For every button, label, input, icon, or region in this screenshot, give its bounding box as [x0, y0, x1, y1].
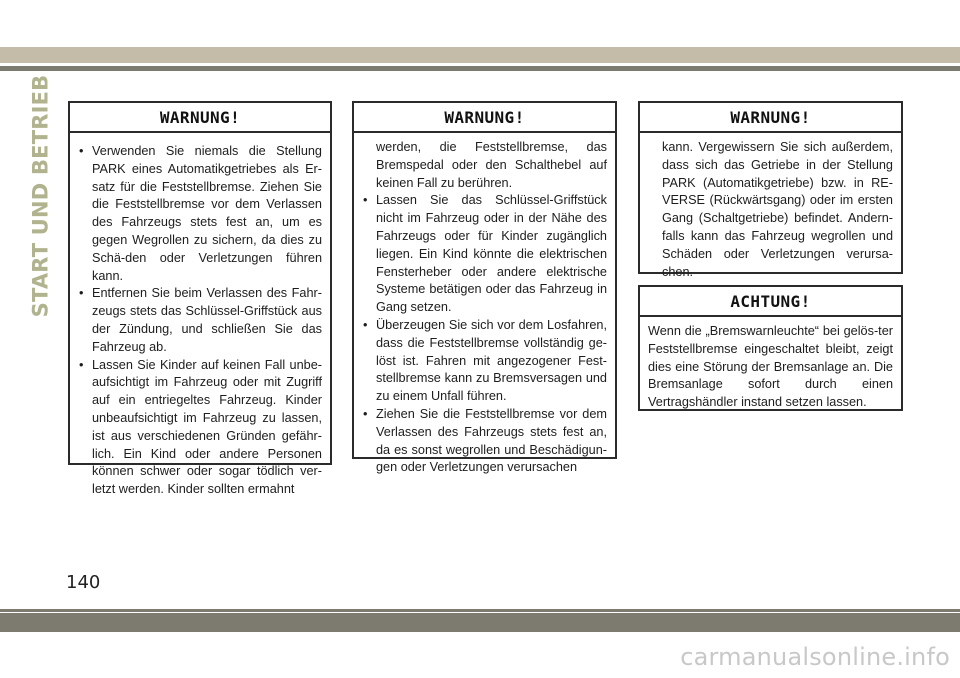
watermark: carmanualsonline.info	[680, 643, 950, 671]
warning-body-2	[354, 133, 615, 481]
footer-rule	[0, 609, 960, 612]
warning-body-1	[70, 133, 330, 503]
footer-band	[0, 613, 960, 632]
warning-box-1	[68, 101, 332, 497]
caution-text: Wenn die „Bremswarnleuchte“ bei gelös-ter Feststellbremse eingeschaltet bleibt, zeigt dies eine Störung der Bremsanlage an. Die Bremsanlage sofort durch einen Vertragshändler instand setzen lassen.	[648, 324, 893, 410]
list-item: • Überzeugen Sie sich vor dem Losfahren, dass die Feststellbremse vollständig ge-löst ist. Fahren mit angezogener Fest-stellbremse kann zu Bremsversagen und zu einem Unfall führen.	[362, 317, 607, 406]
warning-list-2	[362, 192, 607, 477]
section-title-text: START UND BETRIEB	[28, 74, 52, 318]
caution-box	[638, 285, 903, 411]
continuation-text: kann. Vergewissern Sie sich außerdem, dass sich das Getriebe in der Stellung PARK (Automatikgetriebe) bzw. in RE-VERSE (Rückwärtsgang) oder im ersten Gang (Schaltgetriebe) befindet. Andern-falls kann das Fahrzeug wegrollen und Schäden oder Verletzungen verursa-chen.	[662, 140, 893, 279]
list-item: • Lassen Sie das Schlüssel-Griffstück nicht im Fahrzeug oder in der Nähe des Fahrzeugs oder für Kinder zugänglich liegen. Ein Kind könnte die elektrischen Fensterheber oder andere elektrische Systeme betätigen oder das Fahrzeug in Gang setzen.	[362, 192, 607, 317]
list-item: • Entfernen Sie beim Verlassen des Fahr-zeugs stets das Schlüssel-Griffstück aus der Zündung, und schließen Sie das Fahrzeug ab.	[78, 285, 322, 356]
continuation-text: werden, die Feststellbremse, das Bremspedal oder den Schalthebel auf keinen Fall zu berühren.	[376, 140, 607, 190]
header-rule	[0, 66, 960, 71]
warning-heading-3: WARNUNG!	[640, 103, 901, 133]
list-item: • Ziehen Sie die Feststellbremse vor dem Verlassen des Fahrzeugs stets fest an, da es sonst wegrollen und Beschädigun-gen oder Verletzungen verursachen	[362, 406, 607, 477]
list-item: • Verwenden Sie niemals die Stellung PARK eines Automatikgetriebes als Er-satz für die Feststellbremse. Ziehen Sie die Feststellbremse vor dem Verlassen des Fahrzeugs stets fest an, um es gegen Wegrollen zu sichern, da dies zu Schä-den oder Verletzungen führen kann.	[78, 143, 322, 285]
caution-body	[640, 317, 901, 416]
warning-heading-2: WARNUNG!	[354, 103, 615, 133]
header-band	[0, 47, 960, 63]
warning-box-3	[638, 101, 903, 279]
section-title	[24, 74, 56, 318]
warning-list-1	[78, 143, 322, 499]
page-number: 140	[66, 572, 101, 593]
warning-body-3	[640, 133, 901, 285]
warning-box-2	[352, 101, 617, 475]
warning-heading-1: WARNUNG!	[70, 103, 330, 133]
caution-heading: ACHTUNG!	[640, 287, 901, 317]
list-item: • Lassen Sie Kinder auf keinen Fall unbe-aufsichtigt im Fahrzeug oder mit Zugriff auf ein entriegeltes Fahrzeug. Kinder unbeaufsichtigt im Fahrzeug zu lassen, ist aus verschiedenen Gründen gefähr-lich. Ein Kind oder andere Personen können schwer oder sogar tödlich ver-letzt werden. Kinder sollten ermahnt	[78, 357, 322, 499]
